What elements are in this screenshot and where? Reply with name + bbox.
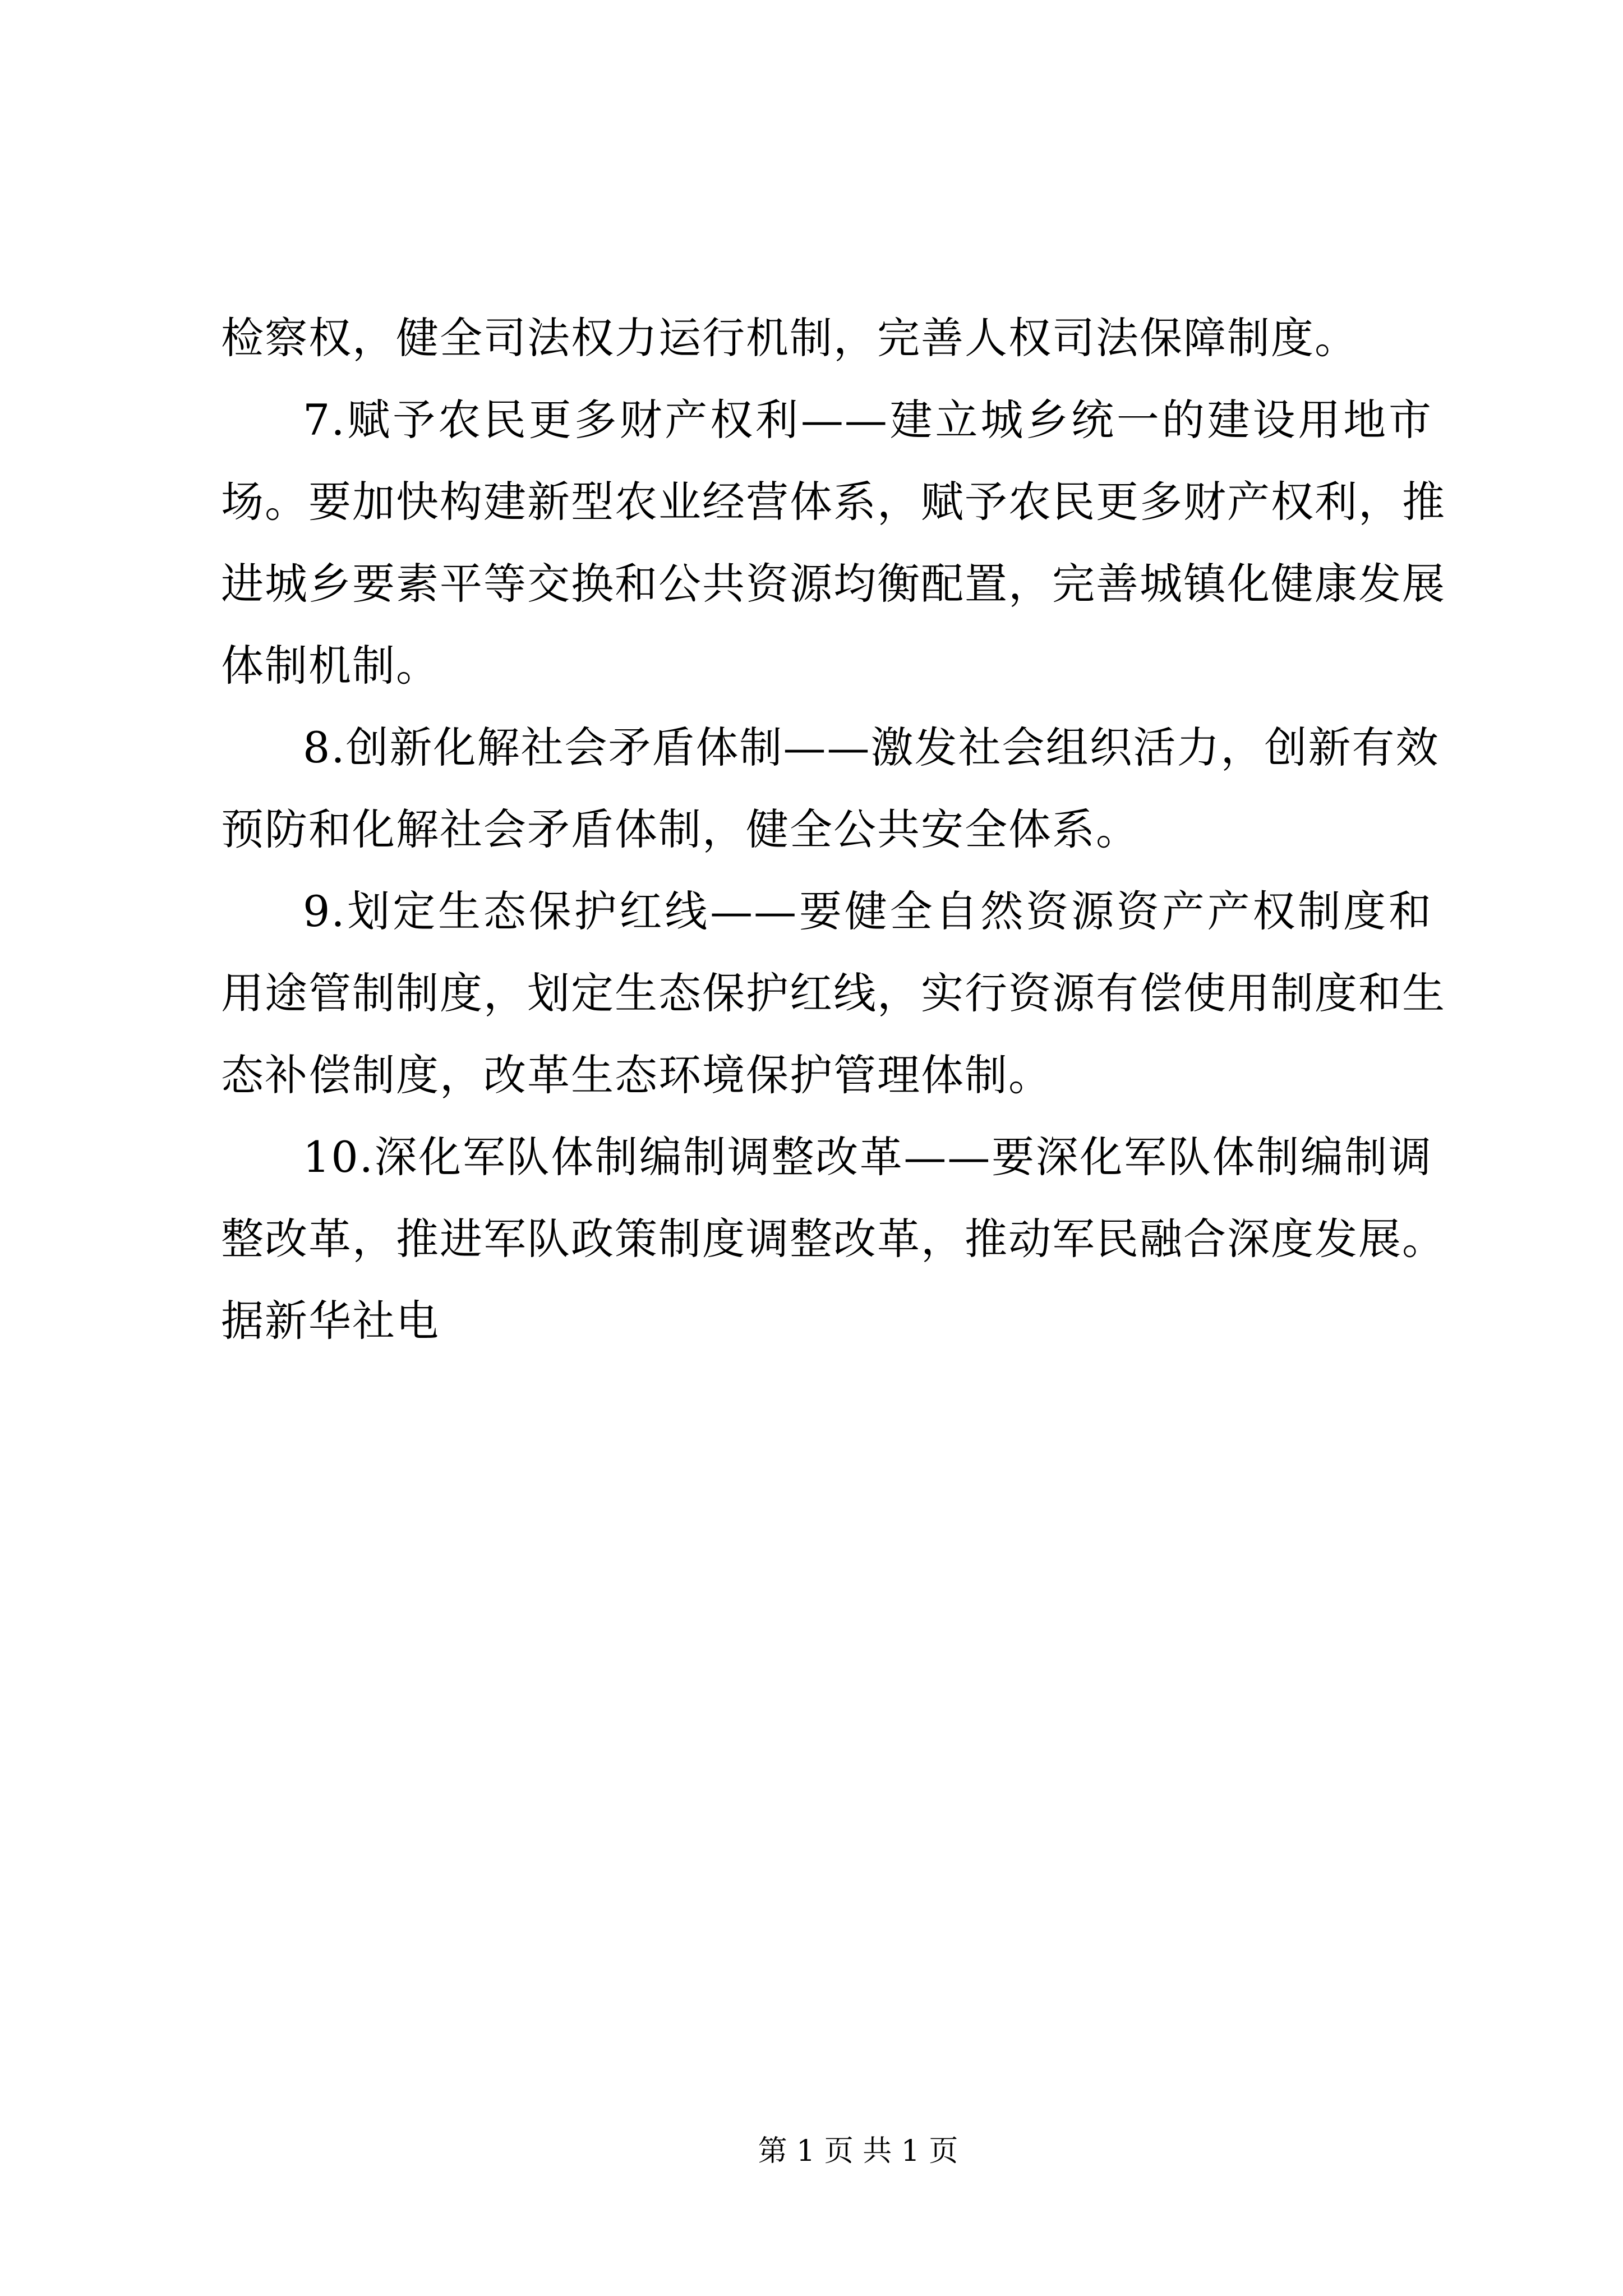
paragraph-line: 场。要加快构建新型农业经营体系，赋予农民更多财产权利，推: [221, 477, 1446, 527]
paragraph-line: 9.划定生态保护红线——要健全自然资源资产产权制度和: [303, 886, 1432, 936]
paragraph-item-7-farmer-property-rights: [221, 379, 1446, 707]
paragraph-line: 检察权，健全司法权力运行机制，完善人权司法保障制度。: [221, 313, 1358, 363]
paragraph-line: 用途管制制度，划定生态保护红线，实行资源有偿使用制度和生: [221, 968, 1446, 1018]
paragraph-judicial-rights-continued: [221, 297, 1432, 379]
paragraph-item-9-ecological-redline: [221, 871, 1446, 1116]
paragraph-line: 8.创新化解社会矛盾体制——激发社会组织活力，创新有效: [303, 723, 1440, 772]
document-body: [221, 297, 1446, 1362]
paragraph-line: 10.深化军队体制编制调整改革——要深化军队体制编制调: [303, 1132, 1432, 1182]
paragraph-line-source: 据新华社电: [221, 1296, 440, 1346]
paragraph-line: 体制机制。: [221, 641, 440, 691]
paragraph-line: 态补偿制度，改革生态环境保护管理体制。: [221, 1050, 1052, 1100]
paragraph-line: 进城乡要素平等交换和公共资源均衡配置，完善城镇化健康发展: [221, 559, 1446, 609]
paragraph-item-10-military-reform: [221, 1116, 1446, 1362]
page-number-footer: 第 1 页 共 1 页: [758, 2134, 958, 2168]
paragraph-line: 整改革，推进军队政策制度调整改革，推动军民融合深度发展。: [221, 1214, 1446, 1264]
paragraph-item-8-social-conflict: [221, 707, 1440, 871]
paragraph-line: 7.赋予农民更多财产权利——建立城乡统一的建设用地市: [303, 395, 1432, 445]
paragraph-line: 预防和化解社会矛盾体制，健全公共安全体系。: [221, 804, 1140, 854]
